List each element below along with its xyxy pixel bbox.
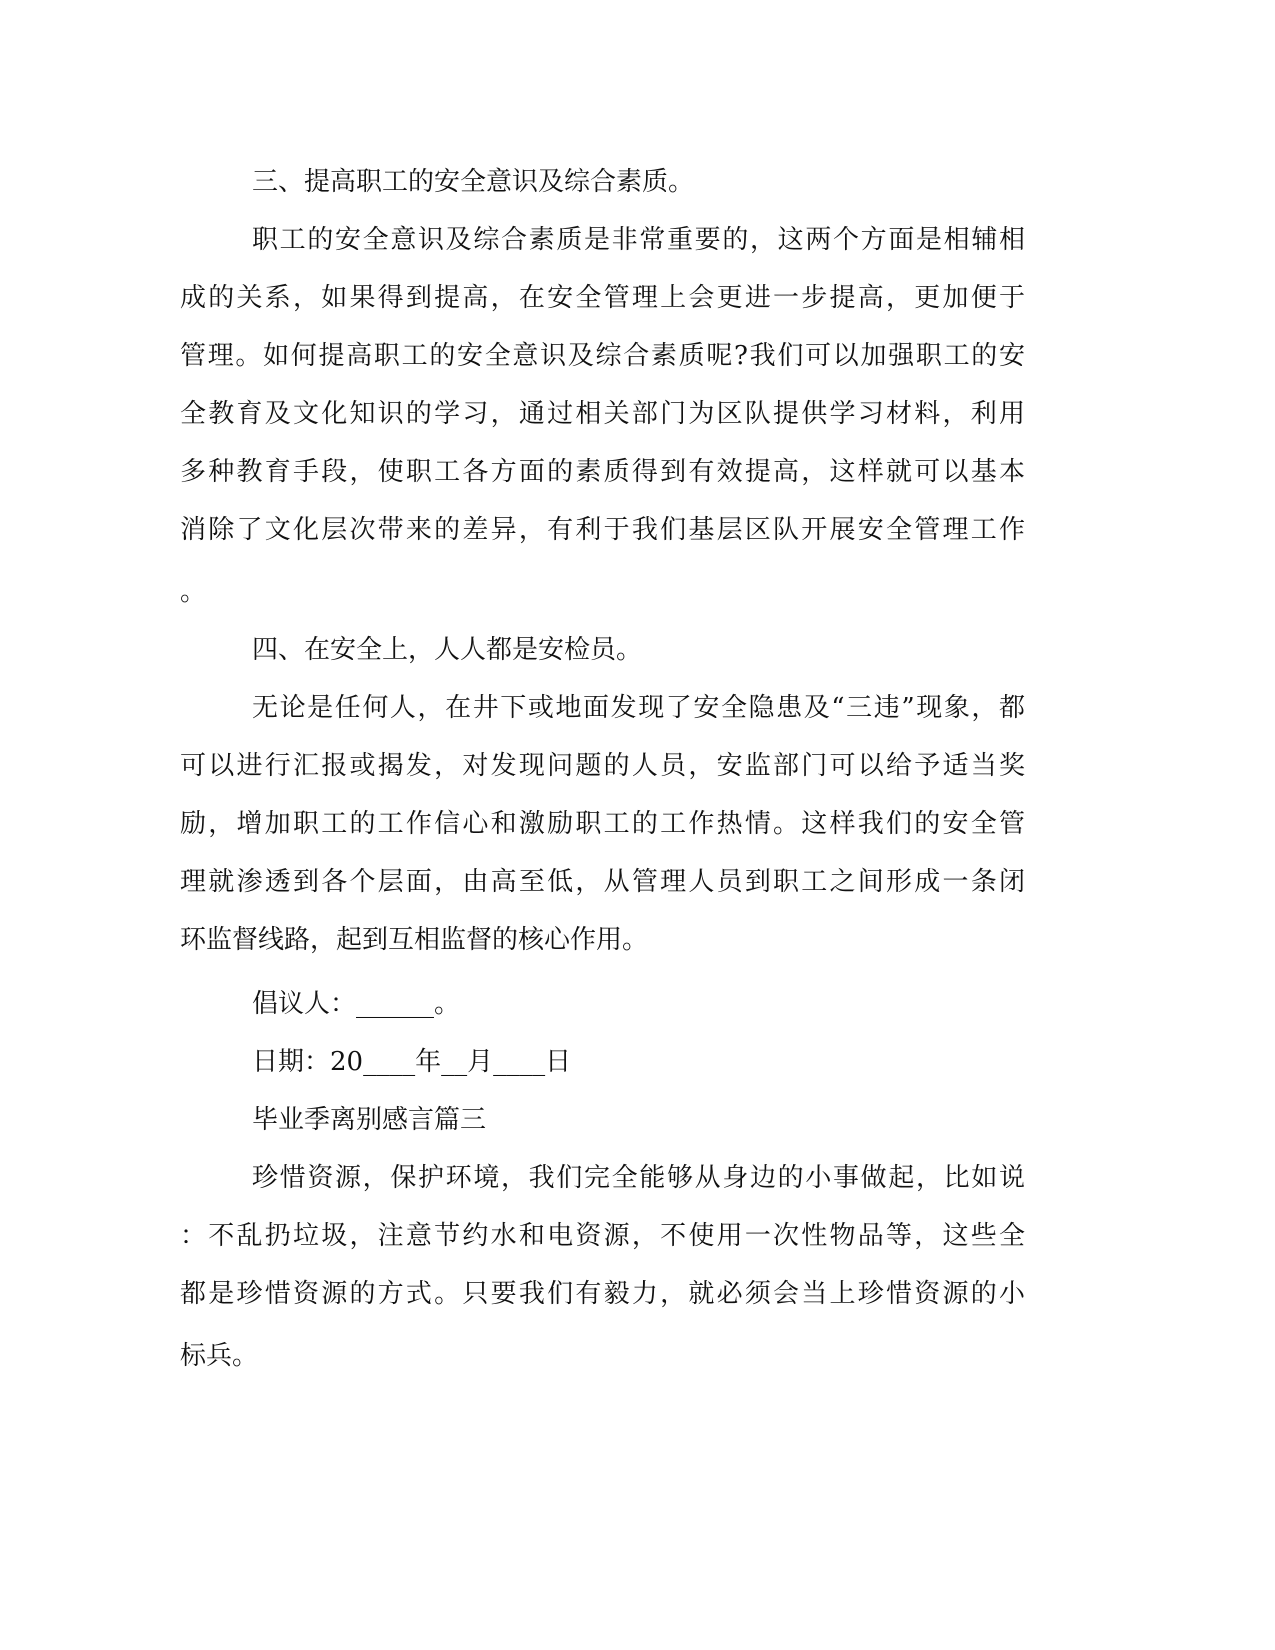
paragraph-line: 职工的安全意识及综合素质是非常重要的，这两个方面是相辅相 — [252, 225, 1025, 255]
paragraph-line: 。 — [180, 577, 207, 607]
paragraph-line: 管理。如何提高职工的安全意识及综合素质呢?我们可以加强职工的安 — [180, 341, 1025, 371]
paragraph-line: 环监督线路，起到互相监督的核心作用。 — [180, 925, 649, 955]
date-line: 日期：20____年__月____日 — [252, 1047, 572, 1077]
paragraph-line: 全教育及文化知识的学习，通过相关部门为区队提供学习材料，利用 — [180, 399, 1025, 429]
paragraph-line: ：不乱扔垃圾，注意节约水和电资源，不使用一次性物品等，这些全 — [180, 1221, 1025, 1251]
part-three-heading: 毕业季离别感言篇三 — [252, 1105, 487, 1135]
paragraph-line: 多种教育手段，使职工各方面的素质得到有效提高，这样就可以基本 — [180, 457, 1025, 487]
paragraph-line: 都是珍惜资源的方式。只要我们有毅力，就必须会当上珍惜资源的小 — [180, 1279, 1025, 1309]
paragraph-line: 无论是任何人，在井下或地面发现了安全隐患及“三违”现象，都 — [252, 693, 1025, 723]
paragraph-line: 标兵。 — [180, 1341, 259, 1371]
paragraph-line: 消除了文化层次带来的差异，有利于我们基层区队开展安全管理工作 — [180, 515, 1025, 545]
paragraph-line: 理就渗透到各个层面，由高至低，从管理人员到职工之间形成一条闭 — [180, 867, 1025, 897]
section-heading-4: 四、在安全上，人人都是安检员。 — [252, 635, 643, 665]
section-heading-3: 三、提高职工的安全意识及综合素质。 — [252, 167, 695, 197]
proposer-line: 倡议人：______。 — [252, 989, 461, 1019]
paragraph-line: 励，增加职工的工作信心和激励职工的工作热情。这样我们的安全管 — [180, 809, 1025, 839]
paragraph-line: 可以进行汇报或揭发，对发现问题的人员，安监部门可以给予适当奖 — [180, 751, 1025, 781]
paragraph-line: 珍惜资源，保护环境，我们完全能够从身边的小事做起，比如说 — [252, 1163, 1025, 1193]
paragraph-line: 成的关系，如果得到提高，在安全管理上会更进一步提高，更加便于 — [180, 283, 1025, 313]
